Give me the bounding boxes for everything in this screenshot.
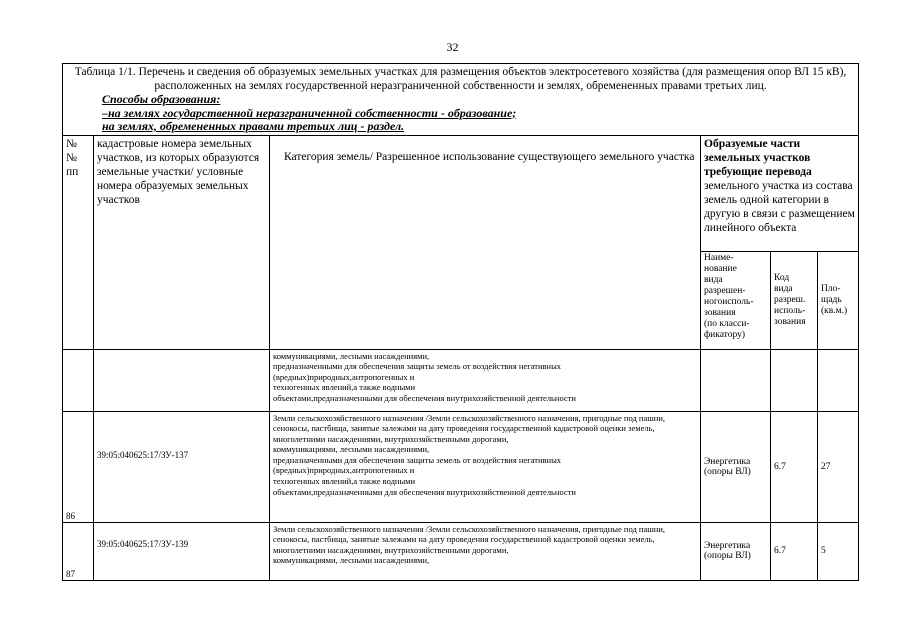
header-parts-rest: земельного участка из состава земель одной категории в другую в связи с размещением линейного объекта	[704, 179, 855, 234]
caption-text: Таблица 1/1. Перечень и сведения об образуемых земельных участках для размещения объектов электросетевого хозяйства (для размещения опор ВЛ 15 кВ), расположенных на землях государственной неразграниченной собственности и землях, обремененных правами третьих лиц.	[74, 66, 847, 92]
header-category: Категория земель/ Разрешенное использование существующего земельного участка	[270, 135, 701, 349]
row-cadastral: 39:05:040625:17/ЗУ-139	[94, 522, 270, 580]
row-area: 27	[818, 411, 859, 522]
row-category: коммуникациями, лесными насаждениями, предназначенными для обеспечения защиты земель от воздействия негативных (вредных)природных,антропогенных и техногенных явлений,а также водными объектами,предназначенными для обеспечения внутрихозяйственной деятельности	[270, 349, 701, 411]
page-number: 32	[446, 40, 459, 54]
row-category: Земли сельскохозяйственного назначения /Земли сельскохозяйственного назначения, пригодные под пашни, сенокосы, пастбища, занятые залежами на дату проведения государственной кадастровой оценки земель, многолетними насаждениями, внутрихозяйственными дорогами, коммуникациями, лесными насаждениями, предназначенными для обеспечения защиты земель от воздействия негативных (вредных)природных,антропогенных и техногенных явлений,а также водными объектами,предназначенными для обеспечения внутрихозяйственной деятельности	[270, 411, 701, 522]
subheader-area: Пло- щадь (кв.м.)	[818, 251, 859, 349]
table-caption	[63, 64, 859, 136]
header-row	[63, 135, 859, 251]
row-use-code: 6.7	[771, 522, 818, 580]
header-parts-bold: Образуемые части земельных участков требующие перевода	[704, 137, 812, 178]
row-num	[63, 349, 94, 411]
row-use-name: Энергетика (опоры ВЛ)	[701, 411, 771, 522]
method-2: на землях, обремененных правами третьих лиц - раздел.	[102, 119, 405, 133]
row-category: Земли сельскохозяйственного назначения /Земли сельскохозяйственного назначения, пригодные под пашни, сенокосы, пастбища, занятые залежами на дату проведения государственной кадастровой оценки земель, многолетними насаждениями, внутрихозяйственными дорогами, коммуникациями, лесными насаждениями,	[270, 522, 701, 580]
header-cadastral: кадастровые номера земельных участков, из которых образуются земельные участки/ условные номера образуемых земельных участков	[94, 135, 270, 349]
table-row	[63, 349, 859, 411]
caption-row	[63, 64, 859, 136]
row-use-code	[771, 349, 818, 411]
row-use-name	[701, 349, 771, 411]
row-cadastral	[94, 349, 270, 411]
methods-title: Способы образования:	[102, 92, 221, 106]
table-row	[63, 522, 859, 580]
table-row	[63, 411, 859, 522]
row-num: 86	[63, 411, 94, 522]
row-cadastral: 39:05:040625:17/ЗУ-137	[94, 411, 270, 522]
header-num: № № пп	[63, 135, 94, 349]
subheader-code: Код вида разреш. исполь- зования	[771, 251, 818, 349]
subheader-name: Наиме- нование вида разрешен- ногоисполь- зования (по класси- фикатору)	[701, 251, 771, 349]
land-plots-table	[62, 63, 859, 581]
row-area: 5	[818, 522, 859, 580]
row-num: 87	[63, 522, 94, 580]
row-area	[818, 349, 859, 411]
method-1: –на землях государственной неразграниченной собственности - образование;	[102, 105, 517, 120]
row-use-code: 6.7	[771, 411, 818, 522]
row-use-name: Энергетика (опоры ВЛ)	[701, 522, 771, 580]
header-parts	[701, 135, 859, 251]
